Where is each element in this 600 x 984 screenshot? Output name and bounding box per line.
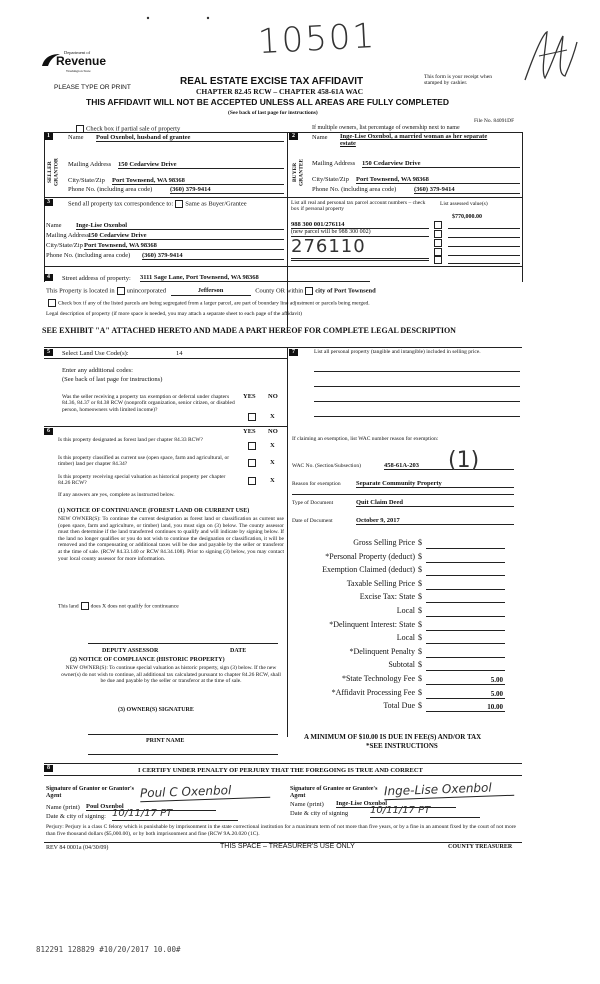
- form-warning: THIS AFFIDAVIT WILL NOT BE ACCEPTED UNLESS ALL AREAS ARE FULLY COMPLETED: [86, 97, 449, 107]
- section-number: 8: [44, 765, 53, 772]
- fee-row: [290, 674, 505, 687]
- same-as-checkbox[interactable]: [175, 200, 183, 208]
- assessed-header: List assessed value(s): [440, 201, 488, 207]
- fee-label: Taxable Selling Price: [346, 578, 415, 588]
- personal-property-checkbox[interactable]: [434, 221, 442, 229]
- minimum-fee-note: A MINIMUM OF $10.00 IS DUE IN FEE(S) AND/OR TAX: [304, 733, 482, 741]
- buyer-city-label: City/State/Zip: [312, 176, 349, 183]
- wac-value: 458-61A-203: [384, 462, 514, 470]
- buyer-mailing-label: Mailing Address: [312, 160, 356, 167]
- assessed-value: $770,000.00: [452, 214, 482, 220]
- fee-value: 5.00: [490, 689, 503, 698]
- grantor-date: 10/11/17 PT: [112, 808, 238, 821]
- personal-property-checkbox[interactable]: [434, 230, 442, 238]
- wac-label: WAC No. (Section/Subsection): [292, 463, 361, 469]
- located-line: This Property is located in unincorporated Jefferson County OR within city of Port Townsend: [46, 287, 376, 295]
- does-checkbox[interactable]: [81, 602, 89, 610]
- street-label: Street address of property:: [62, 275, 131, 282]
- deputy-date: DATE: [230, 648, 247, 654]
- corr-name: Inge-Lise Oxenbol: [76, 222, 284, 230]
- no-mark: X: [270, 442, 275, 449]
- corr-name-label: Name: [46, 222, 62, 229]
- fee-row: [290, 688, 505, 701]
- notice-body: NEW OWNER(S): To continue the current designation as forest land or classification as current use (open space, farm and agriculture, or timber) land, you must sign on (3) below. The county assessor must then determine if the land transferred continues to qualify and will indicate by signing below. If the land no longer qualifies or you do not wish to continue the designation or classification, it will be removed and the compensating or additional taxes will be due and payable by the seller or transferor at the time of sale. (RCW 84.33.140 or RCW 84.34.108). Prior to signing (3) below, you may contact your local county assessor for more information.: [58, 516, 284, 562]
- grantor-signature: Poul C Oxenbol: [140, 783, 270, 802]
- no-mark: X: [270, 459, 275, 466]
- perjury-note: Perjury: Perjury is a class C felony which is punishable by imprisonment in the state correctional institution for a maximum term of not more than five years, or by a fine in an amount fixed by the court of not more than five thousand dollars ($5,000.00), or by both imprisonment and fine (RCW 9A.20.020 (1C).: [46, 824, 516, 837]
- compliance-title: (2) NOTICE OF COMPLIANCE (HISTORIC PROPERTY): [70, 657, 225, 663]
- personal-property-label: List all personal property (tangible and intangible) included in selling price.: [314, 349, 481, 355]
- fee-row: [290, 701, 505, 714]
- corr-city: Port Townsend, WA 98368: [84, 242, 284, 250]
- seller-mailing-label: Mailing Address: [68, 161, 112, 168]
- exempt-question: Was the seller receiving a property tax exemption or deferral under chapters 84.36, 84.37 or 84.38 RCW (nonprofit organization, senior citizen, or disabled person, homeowners with limited income)?: [62, 394, 235, 413]
- no-header: NO: [268, 393, 278, 400]
- unincorporated-checkbox[interactable]: [117, 287, 125, 295]
- dept-logo-top: Department of: [64, 50, 91, 55]
- personal-property-checkbox[interactable]: [434, 239, 442, 247]
- fee-currency: $: [418, 538, 422, 547]
- grantor-date-label: Date & city of signing:: [46, 813, 106, 820]
- fee-row: [290, 633, 505, 646]
- section-number: 1: [44, 133, 53, 140]
- corr-phone: (360) 379-9414: [142, 252, 284, 260]
- grantee-signature: Inge-Lise Oxenbol: [384, 781, 514, 800]
- fee-label: Total Due: [383, 701, 415, 711]
- grantor-name-label: Name (print): [46, 804, 80, 811]
- initials-scrawl: [515, 22, 585, 92]
- fee-label: *Delinquent Interest: State: [329, 619, 415, 629]
- fee-currency: $: [418, 674, 422, 683]
- print-name-label: PRINT NAME: [146, 738, 185, 744]
- no-mark: X: [270, 413, 275, 420]
- fee-currency: $: [418, 646, 422, 656]
- additional-see-back: (See back of last page for instructions): [62, 376, 163, 383]
- exhibit-text: SEE EXHIBIT "A" ATTACHED HERETO AND MADE A PART HEREOF FOR COMPLETE LEGAL DESCRIPTION: [42, 326, 456, 335]
- section-number: 3: [44, 199, 53, 206]
- receipt-note: This form is your receipt when stamped by cashier.: [424, 74, 492, 87]
- buyer-name-label: Name: [312, 134, 328, 141]
- seller-phone: (360) 379-9414: [170, 186, 284, 194]
- seller-name-label: Name: [68, 134, 84, 141]
- forest-question: Is this property designated as forest land per chapter 84.33 RCW?: [58, 437, 203, 443]
- reason-label: Reason for exemption: [292, 481, 341, 487]
- fee-currency: $: [418, 606, 422, 615]
- notice-title: (1) NOTICE OF CONTINUANCE (FOREST LAND OR CURRENT USE): [58, 508, 250, 514]
- yes-header: YES: [243, 428, 256, 435]
- form-title: REAL ESTATE EXCISE TAX AFFIDAVIT: [180, 76, 364, 87]
- city-checkbox[interactable]: [305, 287, 313, 295]
- section-number: 4: [44, 274, 53, 281]
- fee-currency: $: [418, 701, 422, 711]
- grantee-name: Inge-Lise Oxenbol: [336, 800, 456, 808]
- personal-property-checkbox[interactable]: [434, 256, 442, 264]
- fee-row: [290, 565, 505, 578]
- fee-currency: $: [418, 619, 422, 629]
- buyer-phone: (360) 379-9414: [414, 186, 520, 194]
- compliance-body: NEW OWNER(S): To continue special valuation as historic property, sign (3) below. If the new owner(s) do not wish to continue, all additional tax calculated pursuant to chapter 84.26 RCW, shall be due and payable by the seller or transferor at the time of sale.: [61, 665, 281, 685]
- see-instructions: *SEE INSTRUCTIONS: [366, 742, 438, 750]
- dept-logo: Revenue: [56, 54, 107, 68]
- certify-statement: I CERTIFY UNDER PENALTY OF PERJURY THAT THE FOREGOING IS TRUE AND CORRECT: [138, 767, 423, 774]
- legal-desc-label: Legal description of property (if more space is needed, you may attach a separate sheet to each page of the affidavit): [46, 311, 302, 317]
- land-use-label: Select Land Use Code(s):: [62, 350, 129, 357]
- fee-currency: $: [418, 687, 422, 697]
- fee-currency: $: [418, 565, 422, 575]
- street-value: 3111 Sage Lane, Port Townsend, WA 98368: [140, 274, 370, 282]
- yes-checkbox[interactable]: [248, 459, 256, 467]
- fee-currency: $: [418, 633, 422, 643]
- historic-question: Is this property receiving special valuation as historical property per chapter 84.26 RCW?: [58, 474, 226, 487]
- please-type: PLEASE TYPE OR PRINT: [54, 84, 131, 91]
- county-treasurer: COUNTY TREASURER: [448, 844, 513, 850]
- rev-number: REV 84 0001a (04/30/09): [46, 845, 109, 851]
- fee-label: Gross Selling Price: [353, 538, 415, 547]
- doodle-mark: [145, 15, 151, 21]
- parcel-1: 988 300 001/276114: [291, 221, 429, 229]
- personal-property-checkbox[interactable]: [434, 248, 442, 256]
- fee-label: Local: [396, 633, 415, 643]
- section-number: 6: [44, 428, 53, 435]
- segregation-line: Check box if any of the listed parcels are being segregated from a larger parcel, are part of boundary line adjustment or parcels being merged.: [46, 299, 370, 307]
- receipt-stamp: 812291 128829 #10/20/2017 10.00#: [36, 945, 181, 954]
- yes-checkbox[interactable]: [248, 442, 256, 450]
- fee-label: *Affidavit Processing Fee: [331, 687, 415, 697]
- grantor-name: Poul Oxenbol: [86, 803, 216, 811]
- fee-row: [290, 552, 505, 565]
- parcel-line: [291, 260, 429, 261]
- land-use-value: 14: [176, 350, 183, 357]
- parcel-handwritten: 276110: [291, 237, 429, 259]
- seller-name: Poul Oxenbol, husband of grantee: [96, 134, 284, 142]
- fee-value: 5.00: [490, 675, 503, 684]
- fee-row: [290, 579, 505, 592]
- fee-row: [290, 660, 505, 673]
- seller-phone-label: Phone No. (including area code): [68, 186, 153, 193]
- doodle-mark: [205, 15, 211, 21]
- grantor-sig-label: Signature of Grantor or Grantor's Agent: [46, 786, 134, 799]
- file-no: File No. 84091DF: [474, 118, 515, 124]
- yes-checkbox[interactable]: [248, 413, 256, 421]
- if-yes-note: If any answers are yes, complete as instructed below.: [58, 492, 175, 498]
- corr-phone-label: Phone No. (including area code): [46, 252, 131, 259]
- fee-row: [290, 538, 505, 551]
- doc-type-label: Type of Document: [292, 500, 334, 506]
- fee-label: *State Technology Fee: [341, 674, 415, 683]
- wac-handwritten: (1): [448, 448, 480, 473]
- buyer-phone-label: Phone No. (including area code): [312, 186, 397, 193]
- reason-value: Separate Community Property: [356, 480, 514, 488]
- fee-currency: $: [418, 551, 422, 561]
- checkbox[interactable]: [76, 125, 84, 133]
- fee-label: Exemption Claimed (deduct): [322, 565, 415, 575]
- seller-city-label: City/State/Zip: [68, 177, 105, 184]
- current-use-question: Is this property classified as current use (open space, farm and agricultural, or timber) land per chapter 84.34?: [58, 455, 230, 468]
- corr-mailing-label: Mailing Address: [46, 232, 90, 239]
- fee-row: [290, 606, 505, 619]
- buyer-mailing: 150 Cedarview Drive: [362, 160, 520, 168]
- grantee-sig-label: Signature of Grantee or Grantee's Agent: [290, 786, 378, 799]
- doc-type-value: Quit Claim Deed: [356, 499, 514, 507]
- no-header: NO: [268, 428, 278, 435]
- fee-label: Local: [396, 606, 415, 615]
- buyer-grantee-label: BUYER GRANTEE: [292, 158, 305, 186]
- dept-logo-sub: Washington State: [66, 69, 91, 73]
- send-correspondence-label: Send all property tax correspondence to: Same as Buyer/Grantee: [68, 200, 247, 208]
- grantee-date: 10/11/17 PT: [370, 805, 480, 818]
- buyer-name: Inge-Lise Oxenbol, a married woman as her separate estate: [340, 133, 488, 148]
- grantee-name-label: Name (print): [290, 801, 324, 808]
- segregation-checkbox[interactable]: [48, 299, 56, 307]
- fee-label: *Delinquent Penalty: [349, 646, 415, 656]
- handwritten-number: 10501: [257, 15, 378, 63]
- section-number: 2: [289, 133, 298, 140]
- parcel-note: (new parcel will be 988 300 002): [291, 229, 429, 237]
- fee-row: [290, 620, 505, 633]
- seller-mailing: 150 Cedarview Drive: [118, 161, 284, 169]
- buyer-city: Port Townsend, WA 98368: [356, 176, 520, 184]
- treasurer-use: THIS SPACE – TREASURER'S USE ONLY: [220, 843, 355, 850]
- additional-codes: Enter any additional codes:: [62, 367, 133, 374]
- doc-date-label: Date of Document: [292, 518, 333, 524]
- section-number: 7: [289, 349, 298, 356]
- seller-city: Port Townsend, WA 98368: [112, 177, 284, 185]
- county-value: Jefferson: [171, 287, 251, 295]
- grantee-date-label: Date & city of signing: [290, 810, 349, 817]
- partial-sale-checkbox[interactable]: Check box if partial sale of property: [74, 125, 180, 133]
- fee-label: Excise Tax: State: [359, 592, 415, 602]
- multiple-owners-note: If multiple owners, list percentage of ownership next to name: [312, 125, 460, 131]
- fee-currency: $: [418, 592, 422, 602]
- form-see-back: (See back of last page for instructions): [228, 110, 318, 116]
- fee-row: [290, 647, 505, 660]
- no-mark: X: [270, 477, 275, 484]
- this-land-line: This land does X does not qualify for continuance: [58, 603, 179, 610]
- fee-currency: $: [418, 660, 422, 670]
- fee-value: 10.00: [487, 703, 503, 712]
- exemption-label: If claiming an exemption, list WAC number reason for exemption:: [292, 436, 439, 442]
- yes-checkbox[interactable]: [248, 477, 256, 485]
- deputy-assessor: DEPUTY ASSESSOR: [102, 648, 159, 654]
- doc-date-value: October 9, 2017: [356, 517, 514, 525]
- section-number: 5: [44, 349, 53, 356]
- fee-row: [290, 592, 505, 605]
- parcel-header: List all real and personal tax parcel account numbers – check box if personal property: [291, 200, 426, 213]
- fee-currency: $: [418, 578, 422, 588]
- corr-mailing: 150 Cedarview Drive: [88, 232, 284, 240]
- fee-label: Subtotal: [388, 660, 415, 670]
- form-chapter: CHAPTER 82.45 RCW – CHAPTER 458-61A WAC: [196, 87, 364, 96]
- fee-label: *Personal Property (deduct): [325, 551, 415, 561]
- corr-city-label: City/State/Zip: [46, 242, 83, 249]
- owner-signature-label: (3) OWNER(S) SIGNATURE: [118, 707, 194, 713]
- seller-grantor-label: SELLER GRANTOR: [47, 158, 60, 187]
- yes-header: YES: [243, 393, 256, 400]
